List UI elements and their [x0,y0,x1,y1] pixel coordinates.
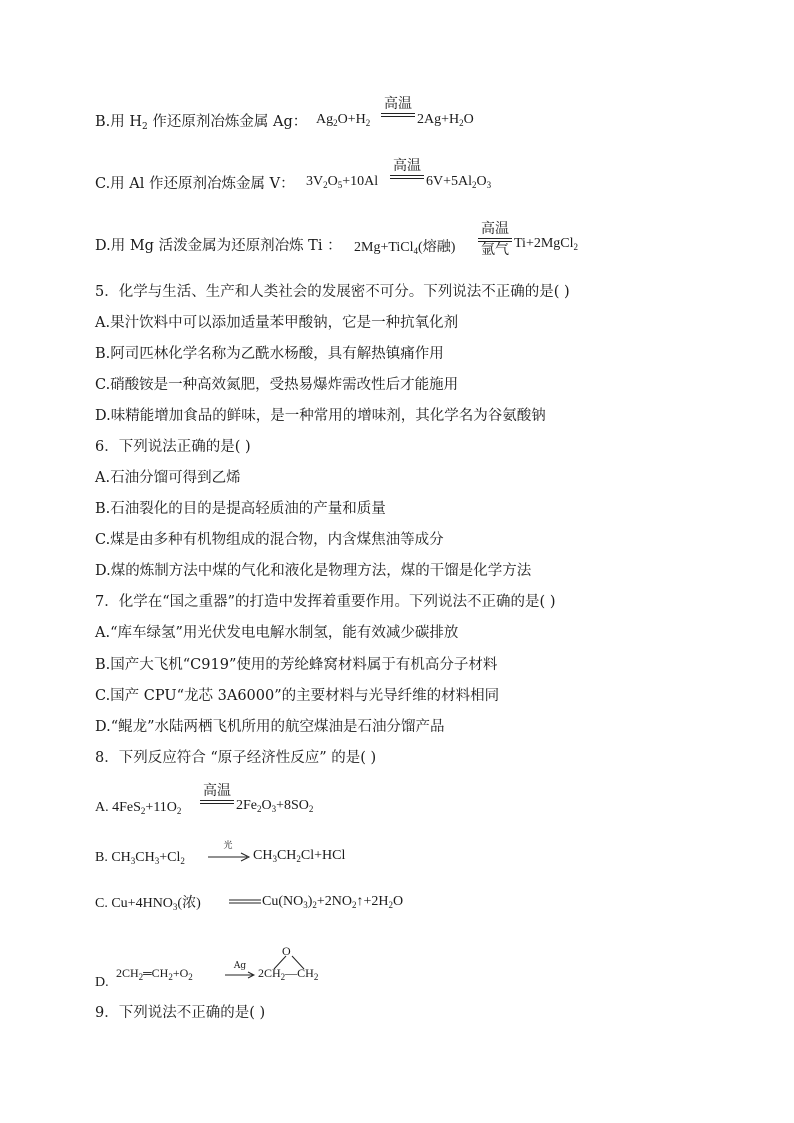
condition-text: 高温 [393,158,421,174]
q8-d-arrow [224,971,256,979]
eq-sub: 2 [312,900,317,910]
q5-option-b: B.阿司匹林化学名称为乙酰水杨酸，具有解热镇痛作用 [95,346,444,362]
q6-stem: 6．下列说法正确的是( ) [95,439,251,455]
epoxide-ring-bonds [270,955,310,971]
q8-b-product [253,848,345,864]
eq-sub: 2 [180,856,185,866]
eq-part: 3V [306,174,324,189]
eq-sub: 2 [140,806,146,816]
eq-sub: 2 [333,118,338,128]
condition-text: 高温 [203,783,231,799]
eq-part: +10Al [342,174,379,189]
q7-stem: 7．化学在“国之重器”的打造中发挥着重要作用。下列说法不正确的是( ) [95,594,556,610]
eq-sub: 2 [280,972,286,982]
epoxide-oxygen: O [282,944,291,958]
reaction-bar [381,113,415,114]
eq-part: O [393,894,404,909]
eq-part: +11O [145,800,177,815]
eq-part: +O [172,966,189,980]
q7-option-b: B.国产大飞机“C919”使用的芳纶蜂窝材料属于有机高分子材料 [95,657,498,673]
q6-option-b: B.石油裂化的目的是提高轻质油的产量和质量 [95,501,386,517]
option-label: B. [95,850,108,865]
eq-sub: 2 [168,972,173,982]
q5-stem: 5．化学与生活、生产和人类社会的发展密不可分。下列说法不正确的是( ) [95,284,570,300]
eq-part: ) [307,894,313,909]
bond-line [292,956,304,969]
eq-sub: 2 [296,854,301,864]
eq-part: (浓) [177,896,201,911]
eq-sub: 2 [313,972,319,982]
eq-part: CH [276,848,297,863]
q6-option-d: D.煤的炼制方法中煤的气化和液化是物理方法，煤的干馏是化学方法 [95,563,532,579]
eq-part: +2H [363,894,389,909]
eq-part: O+H [337,112,366,127]
eq-part: Ag [316,112,334,127]
eq-part: —CH [285,966,314,980]
q8-c-product [262,894,403,910]
q4-option-b [95,112,307,137]
q4-option-c [95,174,295,194]
eq-sub: 3 [271,804,277,814]
q8-a-condition [200,783,234,804]
eq-sub: 2 [472,180,477,190]
eq-part: +2NO [316,894,353,909]
eq-sub: 2 [176,806,182,816]
q8-option-a [95,798,181,821]
reaction-bar [390,175,424,176]
q5-option-a: A.果汁饮料中可以添加适量苯甲酸钠，它是一种抗氧化剂 [95,315,459,331]
q8-a-product [236,798,313,814]
eq-sub: 2 [365,118,371,128]
eq-part: 4FeS [112,800,141,815]
q6-option-a: A.石油分馏可得到乙烯 [95,470,241,486]
eq-sub: 2 [388,900,394,910]
eq-sub: 2 [188,972,193,982]
condition-text: Ag [233,961,247,971]
q7-option-a: A.“库车绿氢”用光伏发电电解水制氢，能有效减少碳排放 [95,625,459,641]
reaction-bar [478,238,512,239]
eq-part: O [476,174,487,189]
q8-b-arrow [207,852,251,862]
reaction-bar [381,116,415,117]
reaction-bar [390,178,424,179]
eq-sub: 2 [138,972,144,982]
option-label: A. [95,800,109,815]
eq-sub: 2 [352,900,357,910]
eq-sub: 2 [323,180,328,190]
eq-sub: 3 [486,180,492,190]
eq-part: Cl+HCl [300,848,346,863]
eq-part: (熔融) [418,240,456,255]
q6-option-c: C.煤是由多种有机物组成的混合物，内含煤焦油等成分 [95,532,444,548]
q4-d-label: D.用 Mg 活泼金属为还原剂冶炼 Ti ： [95,238,342,254]
reaction-bar [200,803,234,804]
q4-c-label: C.用 Al 作还原剂冶炼金属 V： [95,176,295,192]
eq-sub: 3 [130,856,136,866]
reaction-bar [200,800,234,801]
eq-part: Cu+4HNO [111,896,173,911]
eq-part: CH [111,850,131,865]
eq-sub: 2 [308,804,314,814]
option-label: C. [95,896,108,911]
eq-sub: 4 [413,246,419,256]
eq-sub: 3 [272,854,277,864]
condition-text: 高温 [481,221,509,237]
eq-part: O [261,798,272,813]
eq-part: 2Mg+TiCl [354,240,414,255]
q7-option-d: D.“鲲龙”水陆两栖飞机所用的航空煤油是石油分馏产品 [95,719,445,735]
bond-line [274,956,286,969]
q7-option-c: C.国产 CPU“龙芯 3A6000”的主要材料与光导纤维的材料相同 [95,688,500,704]
eq-part: ═CH [143,966,169,980]
q4-b-label-1: B.用 H [95,114,143,130]
eq-part: 2CH [258,966,281,980]
eq-sub: 2 [573,242,579,252]
eq-sub: 3 [303,900,308,910]
q4-b-condition [381,96,415,117]
q5-option-c: C.硝酸铵是一种高效氮肥，受热易爆炸需改性后才能施用 [95,377,459,393]
eq-part: O [463,112,474,127]
eq-part: +Cl [159,850,181,865]
q8-c-equals [228,898,262,906]
eq-part: 2Ag+H [417,112,460,127]
eq-part: +8SO [276,798,309,813]
eq-part: O [327,174,338,189]
q4-option-d [95,236,342,256]
q4-c-condition [390,158,424,179]
eq-part: Cu(NO [262,894,304,909]
eq-part: 6V+5Al [426,174,473,189]
q4-d-product [514,236,578,252]
eq-part: CH [135,850,155,865]
q4-b-sub: 2 [142,122,148,132]
q9-stem: 9．下列说法不正确的是( ) [95,1005,266,1021]
eq-sub: 2 [257,804,262,814]
condition-text: 氩气 [481,242,509,258]
eq-part: 2Fe [236,798,257,813]
option-label: D. [95,975,109,990]
q4-b-equation [316,112,370,128]
q4-b-product [417,112,474,128]
q8-d-condition [226,961,254,971]
eq-part: Ti+2MgCl [514,236,574,251]
eq-sub: 3 [172,902,178,912]
q4-d-condition [478,221,512,258]
eq-part: 2CH [116,966,139,980]
q4-c-equation [306,174,378,190]
q4-b-label-2: 作还原剂冶炼金属 Ag： [147,114,308,130]
q8-stem: 8．下列反应符合 “原子经济性反应” 的是( ) [95,750,377,766]
condition-text: 光 [223,841,233,851]
q5-option-d: D.味精能增加食品的鲜味，是一种常用的增味剂，其化学名为谷氨酸钠 [95,408,546,424]
condition-text: 高温 [384,96,412,112]
q8-option-c [95,894,201,917]
q8-option-b [95,848,185,871]
q8-option-d [95,972,109,993]
q4-d-equation [354,236,455,256]
eq-part: CH [253,848,273,863]
eq-sub: 2 [459,118,464,128]
q8-b-condition [208,841,248,851]
gas-arrow: ↑ [356,894,364,909]
eq-sub: 5 [337,180,343,190]
q8-d-equation [116,966,193,982]
eq-sub: 3 [154,856,160,866]
q4-c-product [426,174,491,190]
